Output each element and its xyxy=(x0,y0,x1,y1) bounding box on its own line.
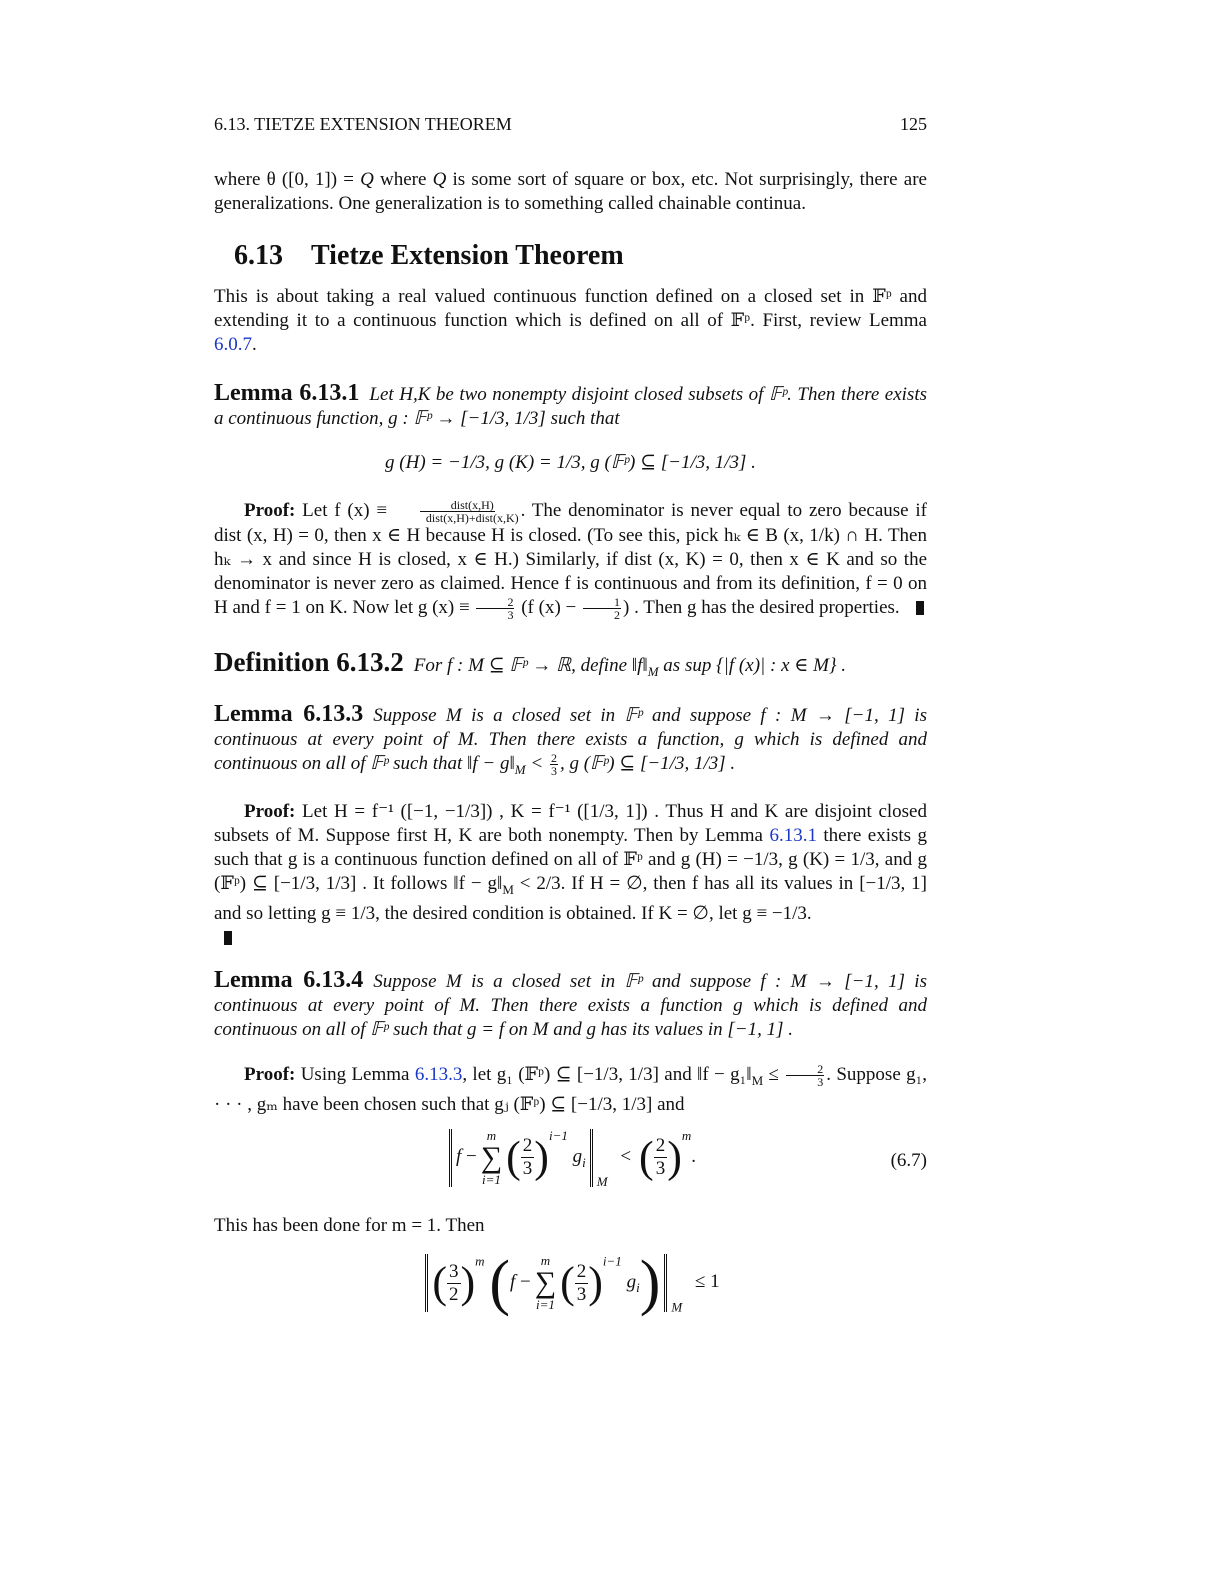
lemma-6-13-3: Lemma 6.13.3 Suppose M is a closed set in 𝔽ᵖ and suppose f : M → [−1, 1] is continuous at every point of M. Then there exists a function, g which is defined and continuous on all of 𝔽ᵖ such that ‖f − $g‖_M$ < $\frac{2}{3}$ , g (𝔽ᵖ) ⊆ [−1/3, 1/3] . xyxy=(214,701,927,779)
section-intro: This is about taking a real valued continuous function defined on a closed set in 𝔽ᵖ and extending it to a continuous function which is defined on all of 𝔽ᵖ. First, review Lemma 6.0.7. xyxy=(214,286,927,355)
lemma-6-13-4: Lemma 6.13.4 Suppose M is a closed set in 𝔽ᵖ and suppose f : M → [−1, 1] is continuous at every point of M. Then there exists a function g which is defined and continuous on all of 𝔽ᵖ such that g = f on M and g has its values in [−1, 1] . xyxy=(214,967,927,1040)
proof-label: Proof: xyxy=(244,1064,296,1085)
lemma-label: Lemma 6.13.1 xyxy=(214,380,360,406)
section-title: Tietze Extension Theorem xyxy=(311,240,624,271)
sum-symbol: m ∑ i=1 xyxy=(480,1127,503,1187)
qed-icon xyxy=(916,601,924,615)
lemma-link-6-13-3[interactable]: 6.13.3 xyxy=(414,1064,463,1085)
definition-6-13-2: Definition 6.13.2 For f : M ⊆ 𝔽ᵖ → ℝ, define $‖f‖_M$ as sup {|f (x)| : x ∈ M} . xyxy=(214,647,846,679)
lemma-link-6-13-1[interactable]: 6.13.1 xyxy=(769,825,817,846)
chapter-title: 6.13. TIETZE EXTENSION THEOREM xyxy=(214,114,512,134)
lemma-label: Lemma 6.13.3 xyxy=(214,701,364,727)
page-number: 125 xyxy=(900,114,927,134)
qed-icon xyxy=(224,931,232,945)
lemma-6-13-1 xyxy=(214,381,927,431)
equation-norm-bound: ( $\frac{3}{2}$ )$^m$ (f − m ∑ i=1 ( $\frac{2}{3}$ )$^{i-1}$ $g_i$) $_M$ ≤ 1 xyxy=(214,1252,927,1322)
display-equation-lemma1: g (H) = −1/3, g (K) = 1/3, g (𝔽ᵖ) ⊆ [−1/3, 1/3] . xyxy=(385,452,756,473)
proof-lemma1: Proof: Let f (x) ≡ $\frac{\text{dist(x,H)}}{\text{dist(x,H)+dist(x,K)}}$ . The denominator is never equal to zero because if dist (x, H) = 0, then x ∈ H because H is closed. (To see this, pick hₖ ∈ B (x, 1/k) ∩ H. Then hₖ → x and since H is closed, x ∈ H.) Similarly, if dist (x, K) = 0, then x ∈ K and so the denominator is never zero as claimed. Hence f is continuous and from its definition, f = 0 on H and f = 1 on K. Now let g (x) ≡ $\frac{2}{3}$ (f (x) − $\frac{1}{2}$ ) . Then g has the desired properties. xyxy=(214,498,927,623)
running-header xyxy=(214,114,927,135)
lemma-statement: Let H,K be two nonempty disjoint closed subsets of 𝔽ᵖ. Then there exists a continuous function, g : 𝔽ᵖ → [−1/3, 1/3] such that xyxy=(214,384,927,429)
section-heading xyxy=(234,240,624,272)
proof-lemma3: Proof: Let H = f⁻¹ ([−1, −1/3]) , K = f⁻¹ ([1/3, 1]) . Thus H and K are disjoint closed subsets of M. Suppose first H, K are both nonempty. Then by Lemma 6.13.1 there exists g such that g is a continuous function defined on all of 𝔽ᵖ and g (H) = −1/3, g (K) = 1/3, and g (𝔽ᵖ) ⊆ [−1/3, 1/3] . It follows ‖f − $g‖_M < 2/3$. If H = ∅, then f has all its values in [−1/3, 1] and so letting g ≡ 1/3, the desired condition is obtained. If K = ∅, let g ≡ −1/3. xyxy=(214,800,927,950)
dist-fraction: $\frac{\text{dist(x,H)}}{\text{dist(x,H)+dist(x,K)}}$ xyxy=(396,499,519,524)
intro-paragraph: where θ ([0, 1]) = Q where Q is some sort of square or box, etc. Not surprisingly, there are generalizations. One generalization is to something called chainable continua. xyxy=(214,169,927,214)
after-equation-text: This has been done for m = 1. Then xyxy=(214,1215,485,1236)
proof-label: Proof: xyxy=(244,801,296,822)
equation-number: (6.7) xyxy=(890,1150,927,1171)
lemma-label: Lemma 6.13.4 xyxy=(214,967,364,993)
proof-lemma4: Proof: Using Lemma 6.13.3, let g₁ (𝔽ᵖ) ⊆ [−1/3, 1/3] and ‖f − $g_1‖_M$ ≤ $\frac{2}{3}$ . Suppose g₁, · · · , gₘ have been chosen such that gⱼ (𝔽ᵖ) ⊆ [−1/3, 1/3] and xyxy=(214,1062,927,1115)
lemma-link-6-0-7[interactable]: 6.0.7 xyxy=(214,334,252,355)
definition-label: Definition 6.13.2 xyxy=(214,647,404,677)
equation-6-7: f − m ∑ i=1 ( $\frac{2}{3}$ )$^{i-1}$ $g_{iM}$ < ( $\frac{2}{3}$ )$^m$. (6.7) xyxy=(214,1128,927,1198)
proof-label: Proof: xyxy=(244,500,296,521)
section-number: 6.13 xyxy=(234,240,283,271)
